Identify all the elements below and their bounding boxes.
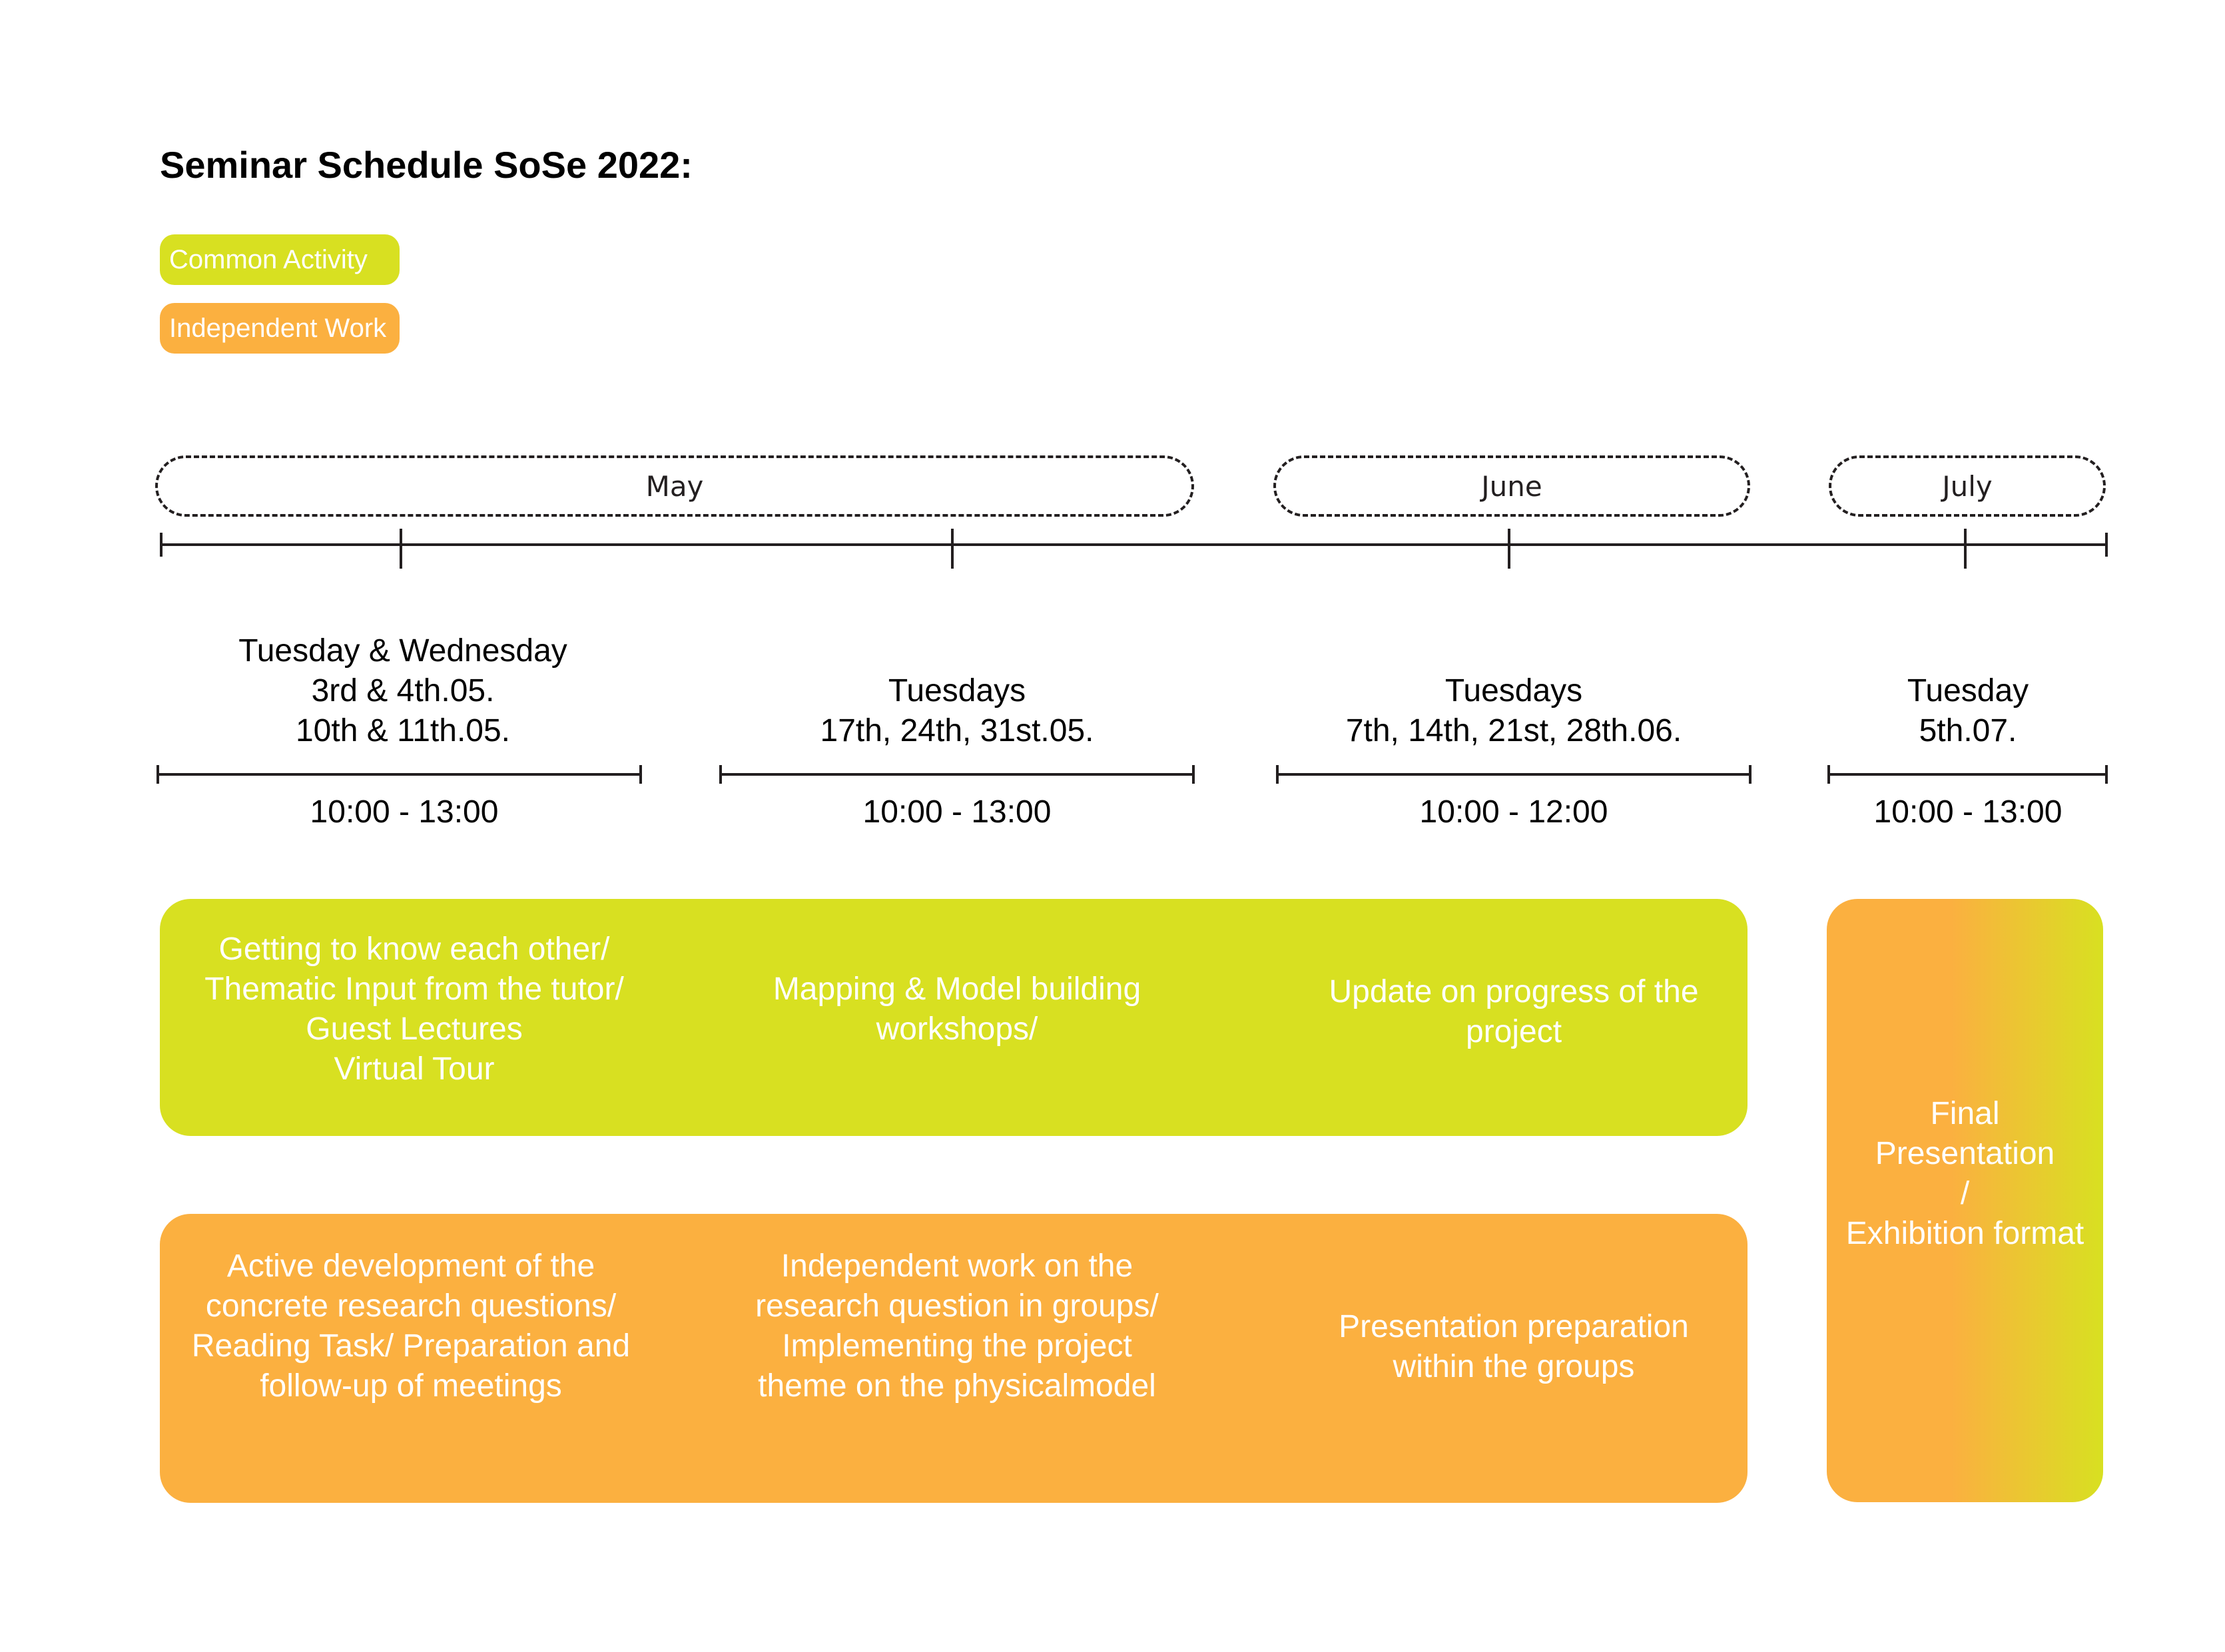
legend-common-activity: Common Activity xyxy=(160,234,400,285)
common-activity-1: Getting to know each other/ Thematic Input from the tutor/ Guest Lectures Virtual Tour xyxy=(204,932,624,1087)
period-1-time: 10:00 - 13:00 xyxy=(310,794,499,830)
independent-work-3: Presentation preparation within the groups xyxy=(1339,1309,1689,1384)
period-2-dates xyxy=(757,671,1157,751)
page-title: Seminar Schedule SoSe 2022: xyxy=(160,144,693,186)
common-activity-2: Mapping & Model building workshops/ xyxy=(773,971,1141,1047)
month-july-label: July xyxy=(1942,469,1993,503)
legend-independent-work: Independent Work xyxy=(160,303,400,354)
period-3-day: Tuesdays xyxy=(1444,673,1583,708)
common-activity-3: Update on progress of the project xyxy=(1329,974,1699,1049)
period-2-dates-line-1: 17th, 24th, 31st.05. xyxy=(820,713,1094,748)
month-may-label: May xyxy=(645,469,704,503)
month-june-label: June xyxy=(1481,469,1542,503)
period-1-dates-line-2: 10th & 11th.05. xyxy=(295,713,511,748)
final-presentation-label: Final Presentation / Exhibition format xyxy=(1845,1096,2084,1251)
independent-work-2: Independent work on the research question in groups/ Implementing the project theme on the physicalmodel xyxy=(755,1248,1159,1404)
period-4-time: 10:00 - 13:00 xyxy=(1873,794,2063,830)
period-4-dates xyxy=(1835,671,2101,751)
period-3-dates-line-1: 7th, 14th, 21st, 28th.06. xyxy=(1345,713,1682,748)
period-1-day: Tuesday & Wednesday xyxy=(238,633,567,669)
period-3-dates xyxy=(1281,671,1747,751)
period-2-day: Tuesdays xyxy=(888,673,1026,708)
independent-work-1: Active development of the concrete research questions/ Reading Task/ Preparation and follow-up of meetings xyxy=(191,1248,631,1404)
period-1-dates-line-1: 3rd & 4th.05. xyxy=(311,673,495,708)
period-4-dates-line-1: 5th.07. xyxy=(1919,713,2017,748)
final-presentation-box xyxy=(1827,899,2103,1502)
period-3-time: 10:00 - 12:00 xyxy=(1419,794,1608,830)
period-4-day: Tuesday xyxy=(1907,673,2029,708)
period-1-dates xyxy=(200,631,606,751)
period-2-time: 10:00 - 13:00 xyxy=(862,794,1052,830)
